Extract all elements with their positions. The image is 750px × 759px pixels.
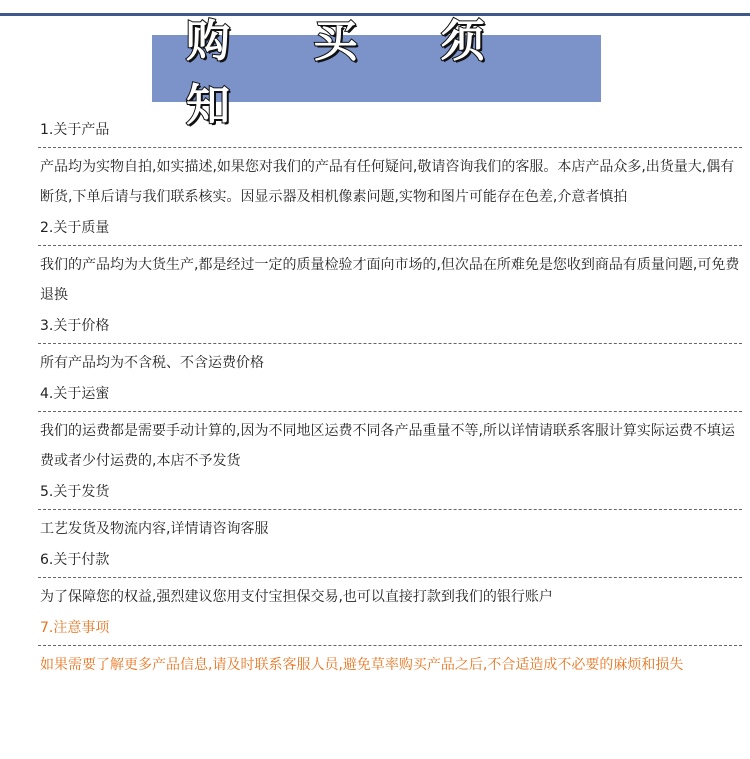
section-body: 所有产品均为不含税、不含运费价格	[40, 355, 264, 371]
page-title: 购 买 须 知	[186, 15, 519, 131]
section-heading: 2.关于质量	[40, 220, 110, 236]
section-product	[40, 116, 740, 214]
section-notes	[40, 614, 740, 682]
section-payment	[40, 546, 740, 614]
section-heading: 1.关于产品	[40, 122, 110, 138]
section-body: 如果需要了解更多产品信息,请及时联系客服人员,避免草率购买产品之后,不合适造成不必要的麻烦和损失	[40, 657, 684, 673]
section-body: 为了保障您的权益,强烈建议您用支付宝担保交易,也可以直接打款到我们的银行账户	[40, 589, 553, 605]
title-banner	[152, 15, 601, 131]
section-delivery	[40, 478, 740, 546]
section-heading: 5.关于发货	[40, 484, 110, 500]
section-heading: 3.关于价格	[40, 318, 110, 334]
section-body: 产品均为实物自拍,如实描述,如果您对我们的产品有任何疑问,敬请咨询我们的客服。本店产品众多,出货量大,偶有断货,下单后请与我们联系核实。因显示器及相机像素问题,实物和图片可能存在色差,介意者慎拍	[40, 159, 735, 205]
section-body: 工艺发货及物流内容,详情请咨询客服	[40, 521, 269, 537]
section-heading: 4.关于运蜜	[40, 386, 110, 402]
notice-content	[40, 116, 740, 682]
section-heading: 7.注意事项	[40, 620, 110, 636]
section-body: 我们的运费都是需要手动计算的,因为不同地区运费不同各产品重量不等,所以详情请联系客服计算实际运费不填运费或者少付运费的,本店不予发货	[40, 423, 735, 469]
section-shipping-fee	[40, 380, 740, 478]
section-price	[40, 312, 740, 380]
section-heading: 6.关于付款	[40, 552, 110, 568]
section-quality	[40, 214, 740, 312]
section-body: 我们的产品均为大货生产,都是经过一定的质量检验才面向市场的,但次品在所难免是您收到商品有质量问题,可免费退换	[40, 257, 740, 303]
